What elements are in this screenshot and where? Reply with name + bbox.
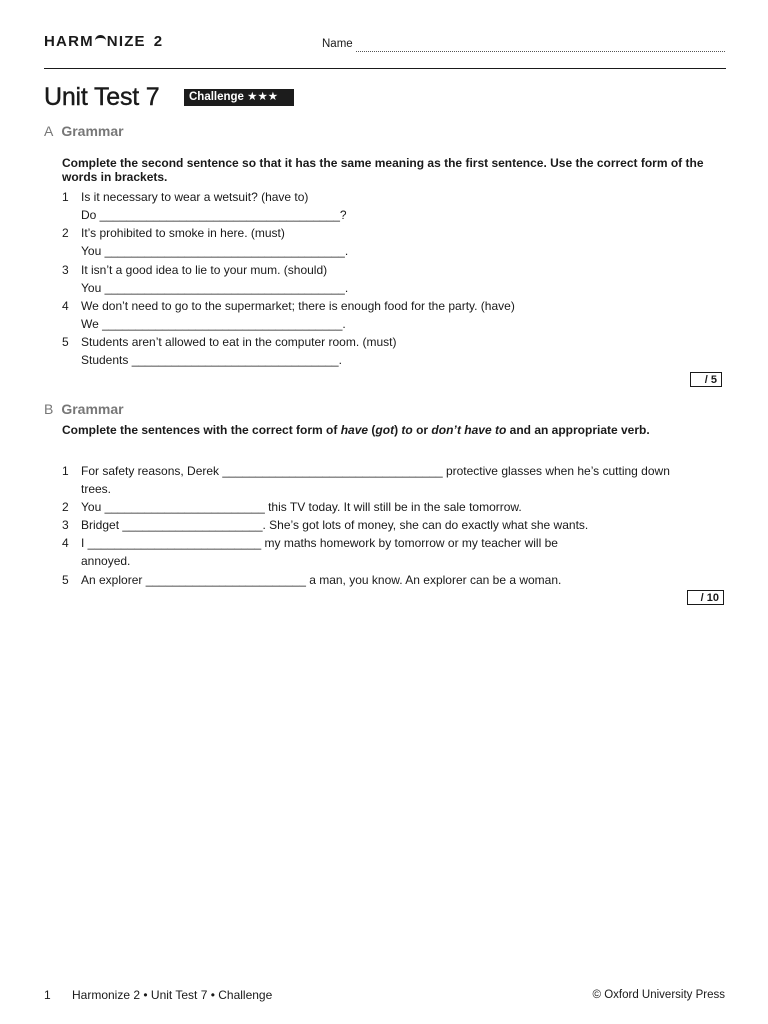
- list-item: [62, 188, 722, 224]
- section-b-letter: B: [44, 401, 54, 417]
- section-a-label: Grammar: [61, 123, 124, 139]
- list-item: [62, 516, 722, 534]
- item-number: 1: [62, 464, 69, 478]
- page-number: 1: [44, 988, 51, 1002]
- section-b-instruction: Complete the sentences with the correct form of have (got) to or don’t have to and an appropriate verb.: [62, 423, 650, 437]
- item-answer-line[interactable]: Students _______________________________.: [81, 353, 342, 368]
- page-title: Unit Test 7: [44, 83, 160, 111]
- item-answer-line[interactable]: We ____________________________________.: [81, 317, 346, 332]
- list-item: [62, 498, 722, 516]
- item-prompt: Students aren’t allowed to eat in the computer room. (must): [81, 335, 397, 349]
- section-b-score-box[interactable]: / 10: [687, 590, 724, 605]
- item-answer-line[interactable]: Do ____________________________________?: [81, 208, 347, 223]
- item-number: 2: [62, 500, 69, 514]
- item-answer-line[interactable]: You ____________________________________.: [81, 281, 349, 296]
- item-text[interactable]: Bridget _____________________. She’s got lots of money, she can do exactly what she wants.: [81, 518, 589, 532]
- item-number: 5: [62, 335, 69, 349]
- list-item: [62, 462, 672, 498]
- item-number: 1: [62, 190, 69, 204]
- item-prompt: Is it necessary to wear a wetsuit? (have to): [81, 190, 309, 204]
- item-text[interactable]: I __________________________ my maths homework by tomorrow or my teacher will be annoyed.: [81, 536, 558, 569]
- section-a-heading: [44, 123, 124, 139]
- list-item: [62, 571, 722, 589]
- list-item: [62, 224, 722, 260]
- footer-series: Harmonize 2 • Unit Test 7 • Challenge: [72, 988, 273, 1002]
- item-prompt: We don’t need to go to the supermarket; there is enough food for the party. (have): [81, 299, 515, 313]
- name-field[interactable]: [356, 51, 725, 52]
- item-number: 2: [62, 226, 69, 240]
- list-item: [62, 333, 722, 369]
- brand-arc-icon: [95, 35, 106, 44]
- item-number: 3: [62, 518, 69, 532]
- item-number: 5: [62, 573, 69, 587]
- name-label: Name: [322, 38, 353, 50]
- item-prompt: It’s prohibited to smoke in here. (must): [81, 226, 285, 240]
- header-divider: [44, 68, 726, 69]
- item-text[interactable]: For safety reasons, Derek _________________________________ protective glasses when he’s cutting down trees.: [81, 464, 670, 497]
- item-text[interactable]: An explorer ________________________ a man, you know. An explorer can be a woman.: [81, 573, 562, 587]
- section-a-letter: A: [44, 123, 54, 139]
- item-number: 4: [62, 536, 69, 550]
- item-text[interactable]: You ________________________ this TV today. It will still be in the sale tomorrow.: [81, 500, 522, 514]
- list-item: [62, 534, 562, 570]
- section-a-instruction: Complete the second sentence so that it has the same meaning as the first sentence. Use the correct form of the words in brackets.: [62, 156, 704, 184]
- section-a-score-box[interactable]: / 5: [690, 372, 722, 387]
- section-b-heading: [44, 401, 124, 417]
- challenge-badge: Challenge ★★★: [184, 89, 294, 106]
- item-answer-line[interactable]: You ____________________________________.: [81, 244, 349, 259]
- section-b-label: Grammar: [61, 401, 124, 417]
- list-item: [62, 297, 722, 333]
- list-item: [62, 261, 722, 297]
- brand-text-right: NIZE: [106, 33, 146, 50]
- brand-number: 2: [153, 33, 164, 50]
- footer-publisher: © Oxford University Press: [592, 989, 725, 1001]
- item-number: 4: [62, 299, 69, 313]
- brand-text-left: HARM: [44, 33, 94, 50]
- item-number: 3: [62, 263, 69, 277]
- item-prompt: It isn’t a good idea to lie to your mum. (should): [81, 263, 328, 277]
- brand-logo: [44, 33, 163, 50]
